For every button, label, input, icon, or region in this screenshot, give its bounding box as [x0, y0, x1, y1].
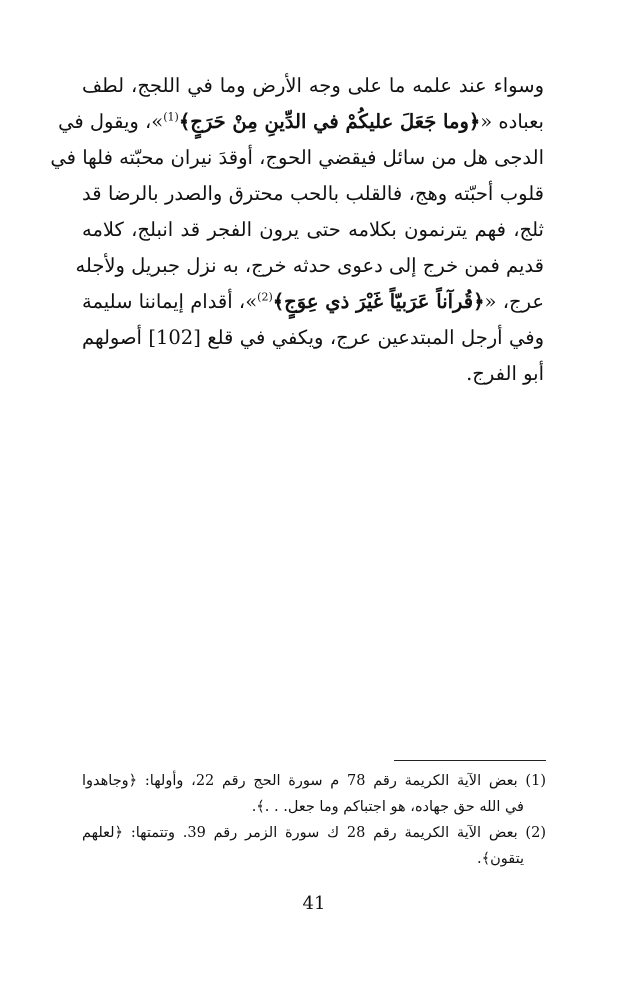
footnotes-block — [82, 768, 546, 872]
footnote-ref-1[interactable]: (1) — [163, 110, 179, 124]
page-number: 41 — [302, 893, 326, 914]
footnote-ref-2[interactable]: (2) — [257, 290, 273, 304]
footnote-1-number: (1) — [525, 773, 546, 789]
footnote-2-line-2: يتقون﴾. — [477, 851, 524, 867]
text-line-7-post: »، أقدام إيماننا سليمة — [82, 290, 258, 313]
text-line-7 — [82, 284, 544, 320]
text-line-3: الدجى هل من سائل فيقضي الحوج، أوقدَ نيران محبّته فلها في — [50, 146, 544, 169]
text-line-2-pre: بعباده « — [480, 110, 544, 133]
text-line-2 — [58, 104, 544, 140]
quran-verse-1: ﴿وما جَعَلَ عليكُمْ في الدِّينِ مِنْ حَرَجٍ﴾ — [178, 110, 481, 133]
text-line-9: أبو الفرج. — [466, 362, 544, 385]
footnote-separator — [394, 760, 546, 761]
quran-verse-2: ﴿قُرآناً عَرَبيّاً غَيْرَ ذي عِوَجٍ﴾ — [272, 290, 485, 313]
footnote-1-line-2: في الله حق جهاده، هو اجتباكم وما جعل. . .﴾. — [251, 799, 524, 815]
text-line-5: ثلج، فهم يترنمون بكلامه حتى يرون الفجر قد انبلج، كلامه — [82, 218, 544, 241]
footnote-2-line-1 — [82, 820, 546, 846]
text-line-7-pre: عرج، « — [484, 290, 544, 313]
text-line-6: قديم فمن خرج إلى دعوى حدثه خرج، به نزل جبريل ولأجله — [75, 254, 544, 277]
text-line-2-post: »، ويقول في — [58, 110, 164, 133]
footnote-2-number: (2) — [525, 825, 546, 841]
text-line-1: وسواء عند علمه ما على وجه الأرض وما في اللجج، لطف — [82, 74, 544, 97]
main-text-block — [50, 68, 544, 392]
footnote-2-text: بعض الآية الكريمة رقم 28 ك سورة الزمر رقم 39. وتتمتها: ﴿لعلهم — [82, 825, 518, 841]
text-line-4: قلوب أحبّته وهج، فالقلب بالحب محترق والصدر بالرضا قد — [82, 182, 544, 205]
footnote-1-line-1 — [82, 768, 546, 794]
footnote-1-text: بعض الآية الكريمة رقم 78 م سورة الحج رقم 22، وأولها: ﴿وجاهدوا — [82, 773, 518, 789]
text-line-8: وفي أرجل المبتدعين عرج، ويكفي في قلع [102] أصولهم — [82, 326, 544, 349]
